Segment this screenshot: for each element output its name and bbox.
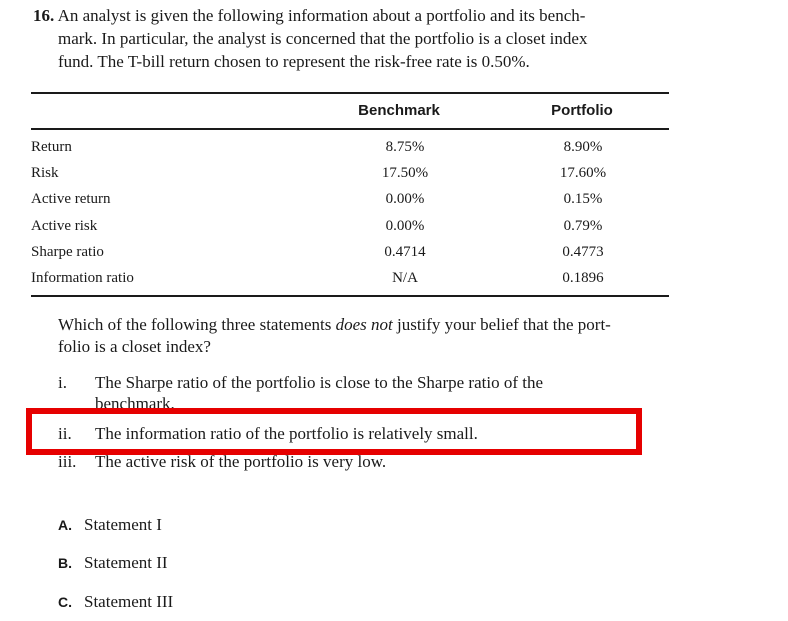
portfolio-value: 0.79% (563, 218, 603, 234)
table-bottom-rule (31, 295, 669, 297)
answer-option-b[interactable]: B. Statement II (58, 553, 168, 572)
table-row (31, 270, 669, 296)
prompt-emphasis: does not (335, 315, 393, 334)
answer-option-a[interactable]: A. Statement I (58, 515, 162, 534)
question-intro-line-2: mark. In particular, the analyst is concerned that the portfolio is a closet index (58, 29, 588, 48)
table-row (31, 165, 669, 191)
row-label: Risk (31, 165, 59, 181)
question-intro-line-3: fund. The T-bill return chosen to represent the risk-free rate is 0.50%. (58, 52, 530, 71)
row-label: Return (31, 139, 72, 155)
row-label: Active return (31, 191, 111, 207)
row-label: Sharpe ratio (31, 244, 104, 260)
table-header-rule (31, 128, 669, 130)
table-row (31, 244, 669, 270)
question-number: 16. (33, 6, 55, 25)
benchmark-value: 0.00% (385, 191, 425, 207)
question-intro (33, 4, 673, 73)
benchmark-value: 0.4714 (384, 244, 426, 260)
statement-iii[interactable]: iii. The active risk of the portfolio is very low. (58, 452, 387, 471)
portfolio-value: 0.15% (563, 191, 603, 207)
benchmark-value: 8.75% (385, 139, 425, 155)
portfolio-value: 0.4773 (562, 244, 604, 260)
table-header-portfolio: Portfolio (551, 102, 613, 119)
table-row (31, 139, 669, 165)
statement-i: i. The Sharpe ratio of the portfolio is close to the Sharpe ratio of the benchmark. (58, 373, 544, 413)
question-intro-line-1: 16. An analyst is given the following information about a portfolio and its bench- (33, 6, 586, 25)
portfolio-value: 0.1896 (562, 270, 604, 286)
question-prompt: Which of the following three statements does not justify your belief that the port- folio is a closet index? (58, 315, 611, 356)
portfolio-value: 8.90% (563, 139, 603, 155)
benchmark-value: 0.00% (385, 218, 425, 234)
portfolio-value: 17.60% (559, 165, 607, 181)
benchmark-value: 17.50% (381, 165, 429, 181)
table-row (31, 191, 669, 217)
table-header-benchmark: Benchmark (358, 102, 440, 119)
row-label: Information ratio (31, 270, 134, 286)
benchmark-value: N/A (392, 270, 418, 286)
table-top-rule (31, 92, 669, 94)
statement-ii[interactable]: ii. The information ratio of the portfolio is relatively small. (58, 424, 478, 443)
answer-option-c[interactable]: C. Statement III (58, 592, 174, 611)
table-row (31, 218, 669, 244)
row-label: Active risk (31, 218, 98, 234)
